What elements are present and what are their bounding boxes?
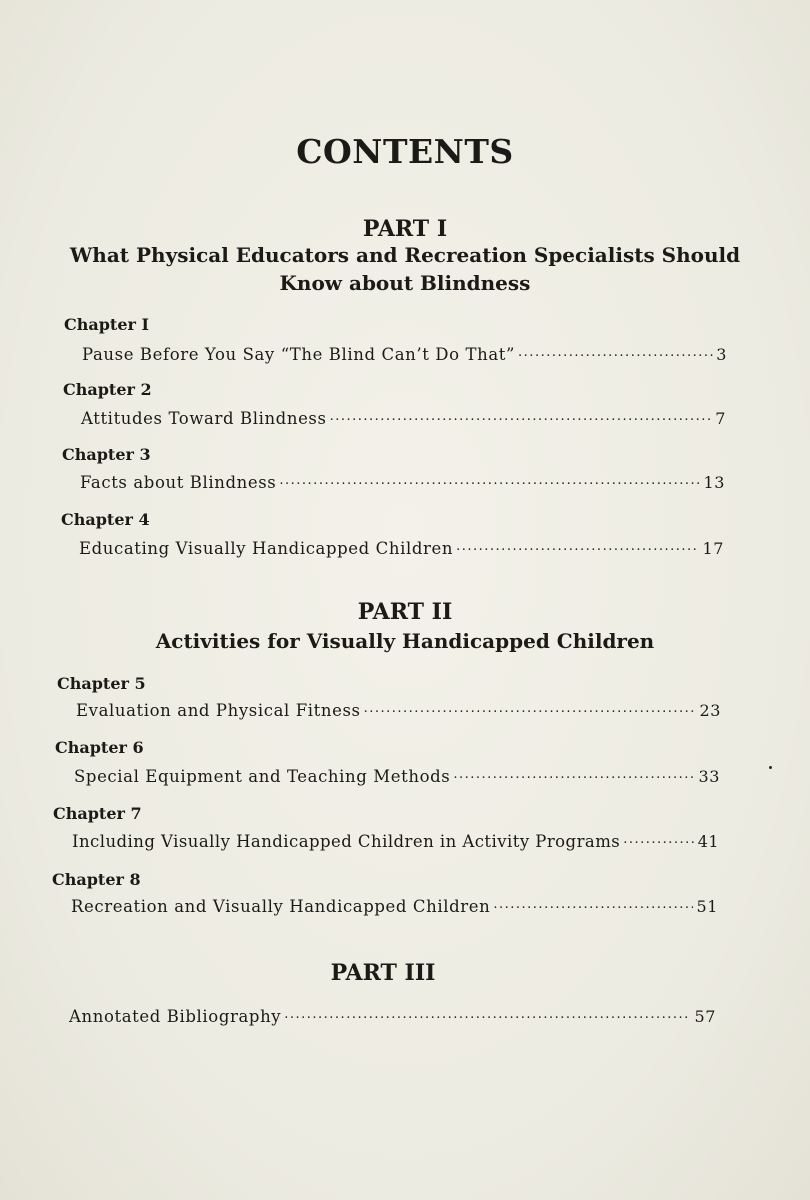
dot-leader (518, 342, 713, 360)
chapter-3-page: 13 (703, 473, 725, 492)
chapter-6-page: 33 (698, 767, 720, 786)
dot-leader (279, 470, 700, 488)
part-3-heading: PART III (330, 960, 436, 986)
chapter-1-label: Chapter I (64, 315, 149, 334)
dot-leader (456, 536, 699, 554)
chapter-7-title: Including Visually Handicapped Children in Activity Programs (72, 832, 621, 851)
part-2-heading: PART II (357, 599, 453, 625)
toc-entry-chapter-4[interactable] (79, 536, 724, 558)
part-2-subtitle: Activities for Visually Handicapped Children (155, 629, 655, 653)
toc-entry-chapter-8[interactable] (71, 894, 718, 916)
toc-entry-chapter-7[interactable] (72, 829, 719, 851)
chapter-5-page: 23 (699, 701, 721, 720)
dot-leader (623, 829, 695, 847)
chapter-8-page: 51 (696, 897, 718, 916)
chapter-6-title: Special Equipment and Teaching Methods (74, 767, 451, 786)
chapter-4-label: Chapter 4 (61, 510, 150, 529)
chapter-1-title: Pause Before You Say “The Blind Can’t Do That” (82, 345, 516, 364)
chapter-6-label: Chapter 6 (55, 738, 144, 757)
dot-leader (493, 894, 693, 912)
dot-leader (330, 406, 713, 424)
part-1-subtitle-line-2: Know about Blindness (279, 271, 531, 295)
chapter-4-title: Educating Visually Handicapped Children (79, 539, 454, 558)
toc-entry-chapter-1[interactable] (82, 342, 727, 364)
chapter-1-page: 3 (716, 345, 727, 364)
toc-entry-bibliography[interactable] (69, 1004, 716, 1026)
chapter-2-title: Attitudes Toward Blindness (81, 409, 327, 428)
part-1-subtitle-line-1: What Physical Educators and Recreation Specialists Should (69, 243, 741, 267)
dot-leader (364, 698, 697, 716)
chapter-8-title: Recreation and Visually Handicapped Children (71, 897, 491, 916)
chapter-5-title: Evaluation and Physical Fitness (76, 701, 361, 720)
paper-speck (769, 766, 772, 769)
dot-leader (453, 764, 695, 782)
bibliography-title: Annotated Bibliography (69, 1007, 282, 1026)
chapter-3-label: Chapter 3 (62, 445, 151, 464)
part-1-heading: PART I (362, 216, 448, 242)
chapter-8-label: Chapter 8 (52, 870, 141, 889)
toc-entry-chapter-3[interactable] (80, 470, 725, 492)
chapter-3-title: Facts about Blindness (80, 473, 277, 492)
chapter-7-label: Chapter 7 (53, 804, 142, 823)
toc-entry-chapter-5[interactable] (76, 698, 721, 720)
chapter-2-label: Chapter 2 (63, 380, 152, 399)
toc-entry-chapter-2[interactable] (81, 406, 726, 428)
chapter-7-page: 41 (697, 832, 719, 851)
chapter-2-page: 7 (715, 409, 726, 428)
toc-entry-chapter-6[interactable] (74, 764, 720, 786)
chapter-5-label: Chapter 5 (57, 674, 146, 693)
chapter-4-page: 17 (702, 539, 724, 558)
page-title: CONTENTS (296, 132, 514, 171)
dot-leader (284, 1004, 691, 1022)
bibliography-page: 57 (694, 1007, 716, 1026)
